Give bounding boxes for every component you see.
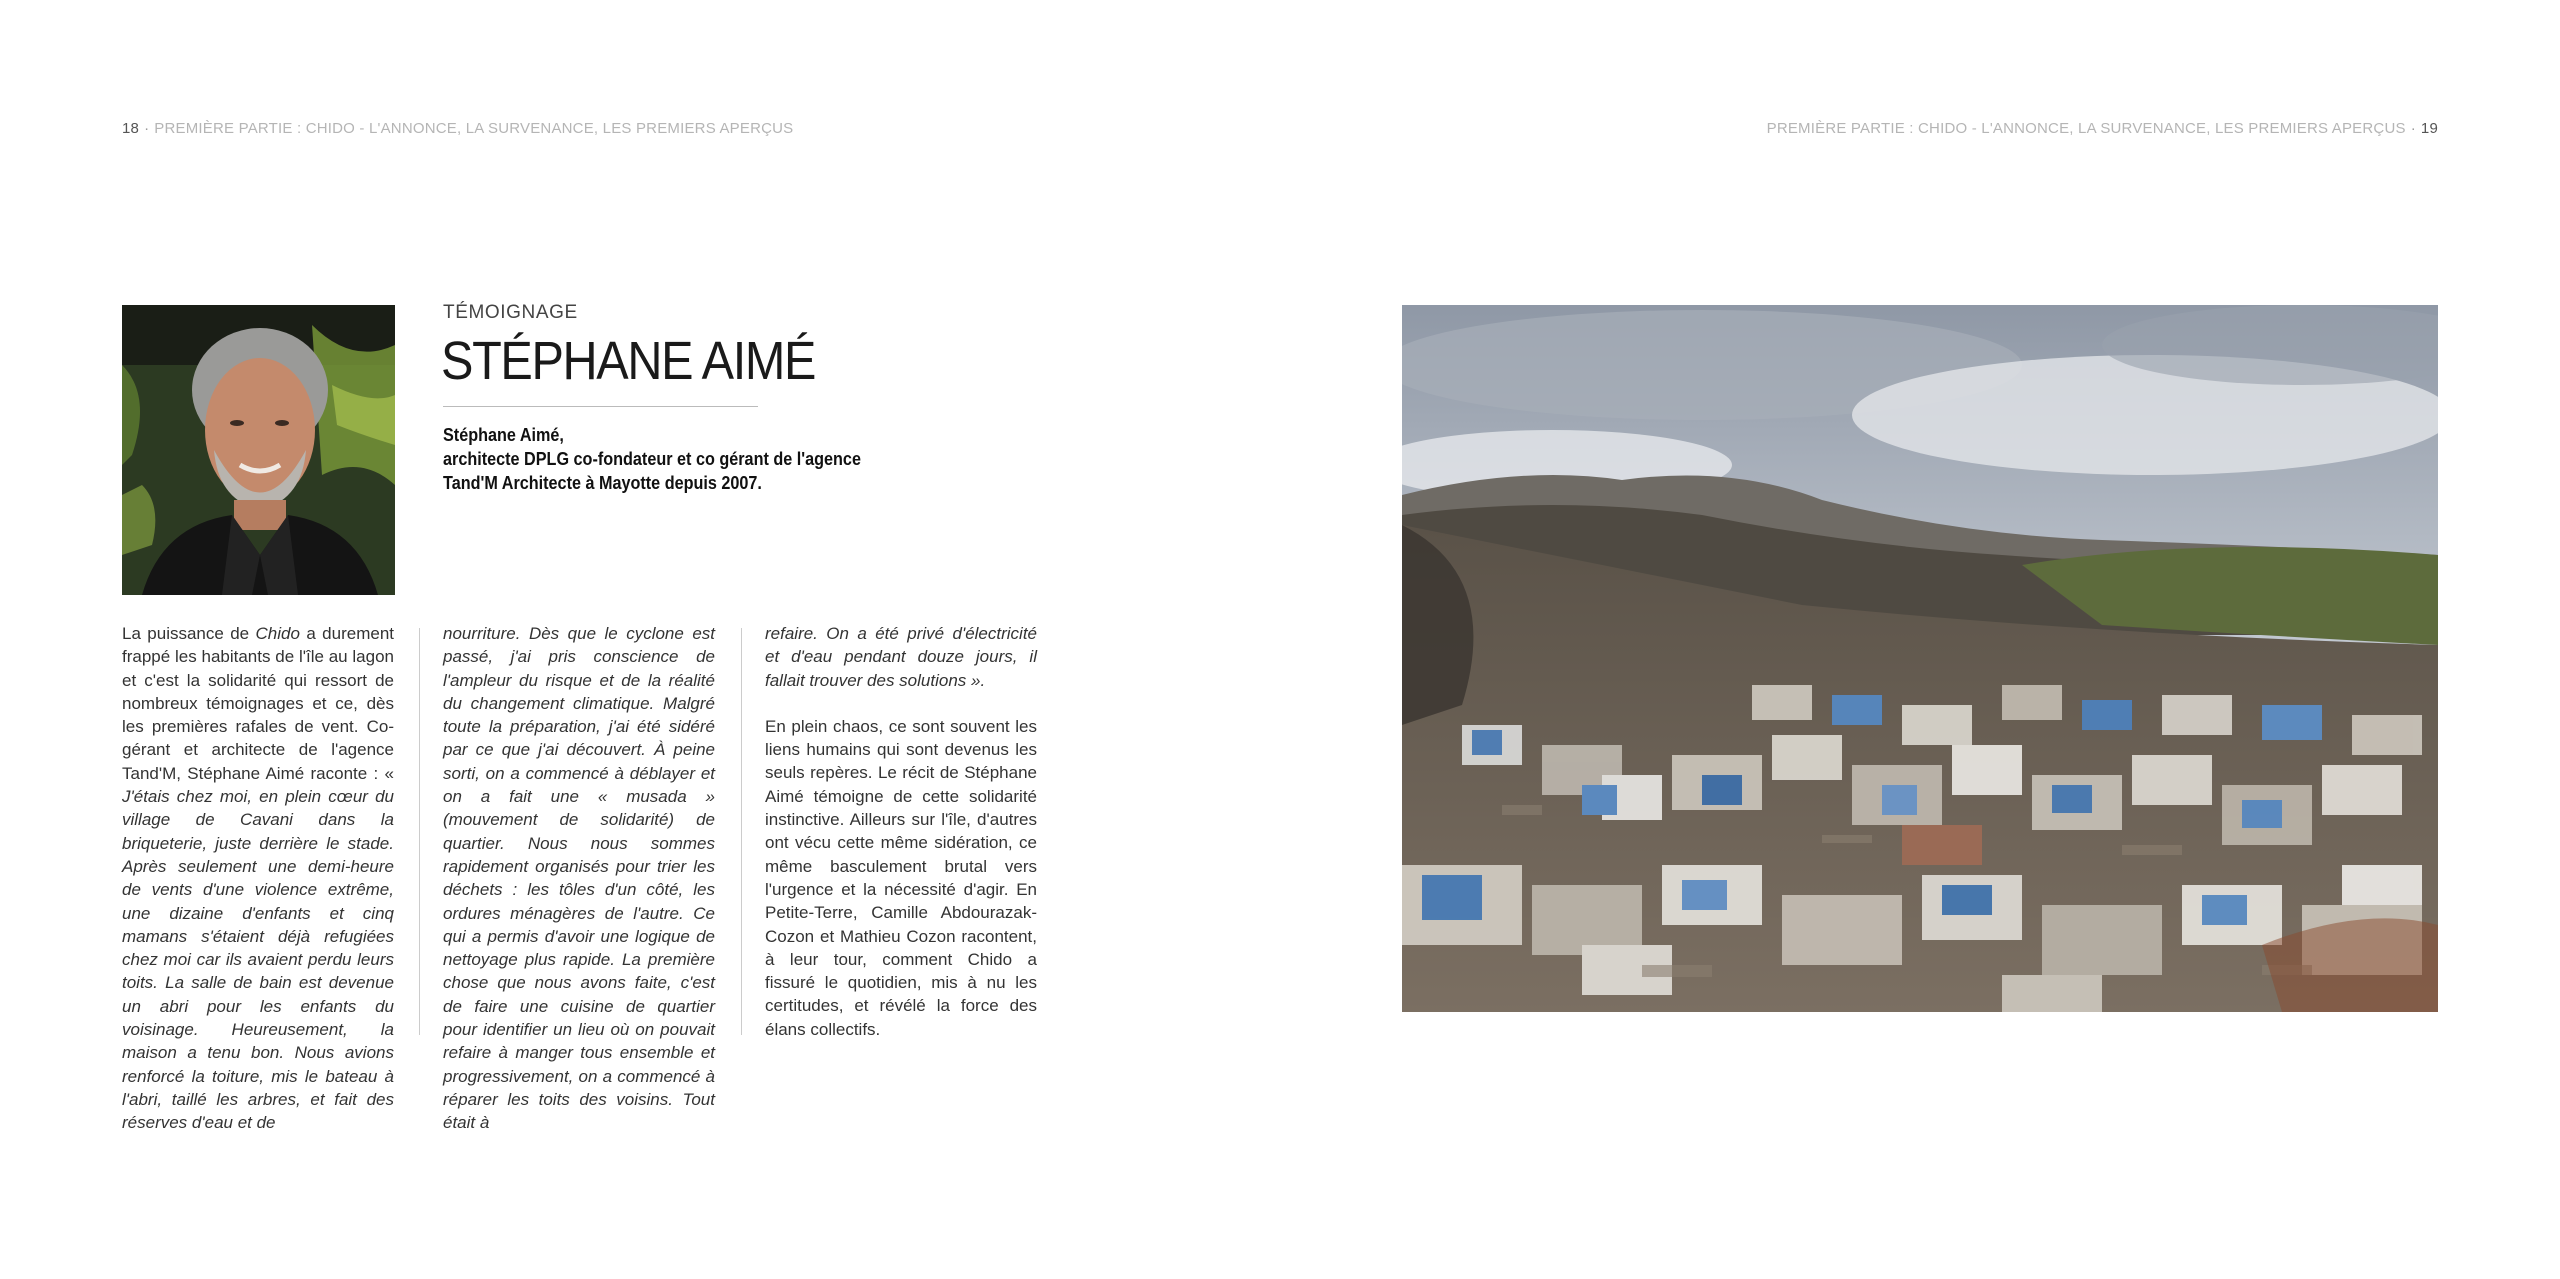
- column-divider-2: [741, 628, 742, 1035]
- bio-block: [443, 423, 963, 495]
- col2-text: nourriture. Dès que le cyclone est passé, j'ai pris conscience de l'ampleur du risque et de la réalité du changement climatique. Malgré toute la préparation, j'ai été sidéré par ce que j'ai découvert. À peine sorti, on a commencé à déblayer et on a fait une « musada » (mouvement de solidarité) de quartier. Nous nous sommes rapidement organisés pour trier les déchets : les tôles d'un côté, les ordures ménagères de l'autre. Ce qui a permis d'avoir une logique de nettoyage plus rapide. La première chose que nous avons faite, c'est de faire une cuisine de quartier pour identifier un lieu où on pouvait refaire à manger tous ensemble et progressivement, on a commencé à réparer les toits des voisins. Tout était à: [443, 624, 715, 1133]
- column-divider-1: [419, 628, 420, 1035]
- running-head-left: [122, 120, 793, 137]
- col1-chido: Chido: [255, 624, 300, 643]
- devastation-photo: [1402, 305, 2438, 1012]
- col1-intro-cont: a durement frappé les habitants de l'île au lagon et c'est la solidarité qui ressort de nombreux témoignages et ce, dès les premières rafales de vent. Co-gérant et architecte de l'agence Tand'M, Stéphane Aimé raconte : «: [122, 624, 394, 783]
- aerial-village-illustration: [1402, 305, 2438, 1012]
- page-number-left: 18: [122, 120, 140, 137]
- page-title: STÉPHANE AIMÉ: [441, 331, 816, 391]
- separator-dot: ·: [2410, 120, 2416, 137]
- page-number-right: 19: [2420, 120, 2438, 137]
- text-column-3: [765, 622, 1037, 1041]
- col1-quote: J'étais chez moi, en plein cœur du village de Cavani dans la briqueterie, juste derrière le stade. Après seulement une demi-heure de vents d'une violence extrême, une dizaine d'enfants et cinq mamans s'étaient déjà refugiées chez moi car ils avaient perdu leurs toits. La salle de bain est devenue un abri pour les enfants du voisinage. Heureusement, la maison a tenu bon. Nous avions renforcé la toiture, mis le bateau à l'abri, taillé les arbres, et fait des réserves d'eau et de: [122, 787, 394, 1133]
- bio-line-2: architecte DPLG co-fondateur et co gérant de l'agence: [443, 449, 861, 469]
- col3-quote: refaire. On a été privé d'électricité et d'eau pendant douze jours, il fallait trouver des solutions ».: [765, 624, 1037, 690]
- portrait-photo: [122, 305, 395, 595]
- separator-dot: ·: [144, 120, 150, 137]
- col3-body: En plein chaos, ce sont souvent les liens humains qui sont devenus les seuls repères. Le récit de Stéphane Aimé témoigne de cette solidarité instinctive. Ailleurs sur l'île, d'autres ont vécu cette même sidération, ce même basculement brutal vers l'urgence et la nécessité d'agir. En Petite-Terre, Camille Abdourazak-Cozon et Mathieu Cozon racontent, à leur tour, comment Chido a fissuré le quotidien, mis à nu les certitudes, et révélé la force des élans collectifs.: [765, 716, 1037, 1039]
- text-column-1: [122, 622, 394, 1135]
- portrait-illustration: [122, 305, 395, 595]
- running-head-text-left: PREMIÈRE PARTIE : CHIDO - L'ANNONCE, LA SURVENANCE, LES PREMIERS APERÇUS: [154, 120, 794, 137]
- right-page: [1280, 0, 2560, 1279]
- col1-intro: La puissance de: [122, 624, 256, 643]
- title-divider: [443, 406, 758, 407]
- text-column-2: [443, 622, 715, 1135]
- bio-line-3: Tand'M Architecte à Mayotte depuis 2007.: [443, 473, 762, 493]
- running-head-text-right: PREMIÈRE PARTIE : CHIDO - L'ANNONCE, LA SURVENANCE, LES PREMIERS APERÇUS: [1766, 120, 2406, 137]
- running-head-right: [1767, 120, 2438, 137]
- kicker-temoignage: TÉMOIGNAGE: [443, 302, 578, 323]
- bio-line-1: Stéphane Aimé,: [443, 425, 564, 445]
